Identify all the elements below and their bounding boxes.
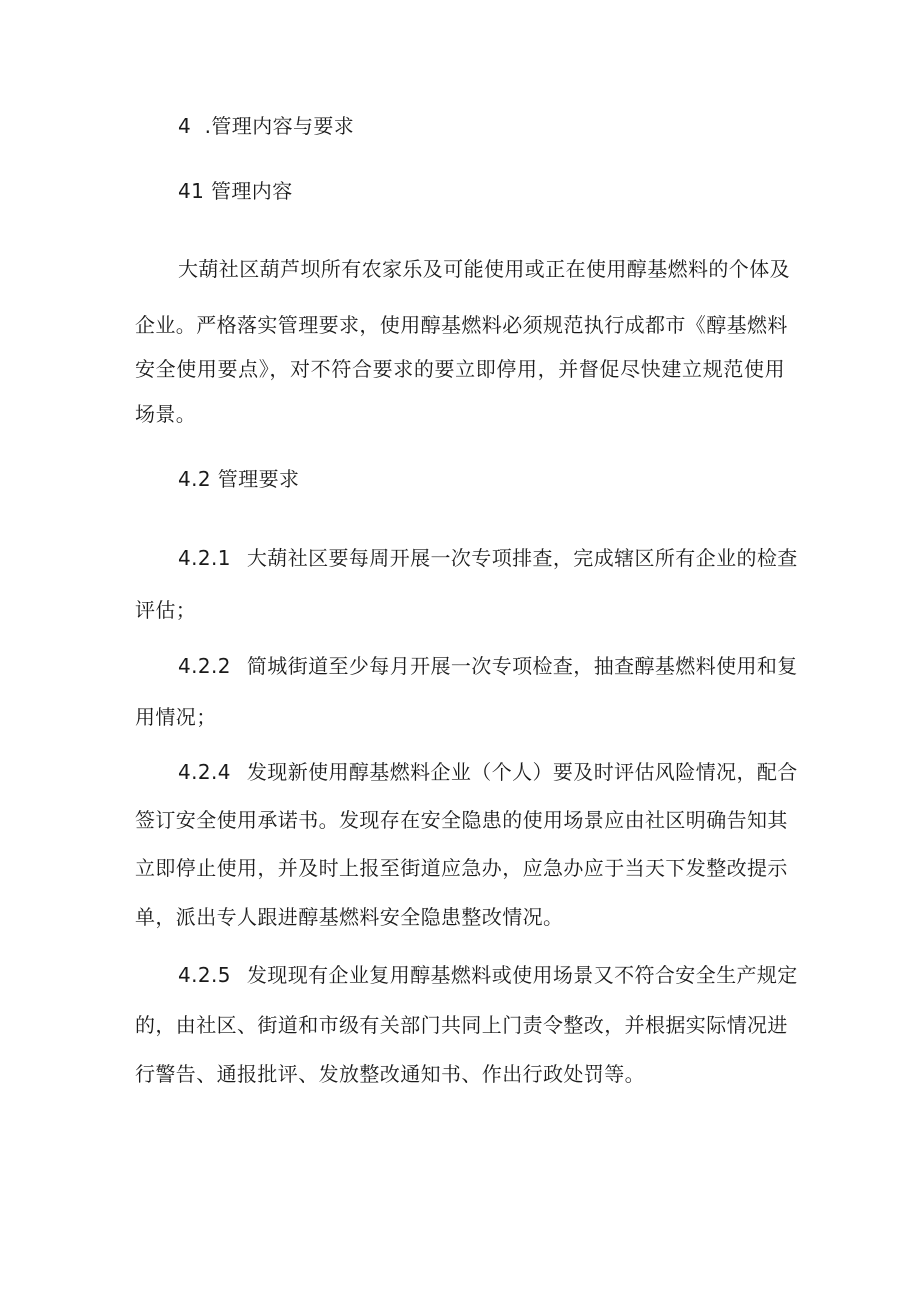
item-422-first-line <box>178 654 798 678</box>
item-424-text: 发现新使用醇基燃料企业（个人）要及时评估风险情况，配合 <box>246 760 798 784</box>
item-424-line: 立即停止使用，并及时上报至街道应急办，应急办应于当天下发整改提示 <box>135 856 788 880</box>
item-424-first-line <box>178 760 798 784</box>
item-424-number: 4.2.4 <box>178 760 231 784</box>
item-421-first-line <box>178 546 798 570</box>
section-41-paragraph-line: 企业。严格落实管理要求，使用醇基燃料必须规范执行成都市《醇基燃料 <box>135 313 788 337</box>
item-424-line: 单，派出专人跟进醇基燃料安全隐患整改情况。 <box>135 905 564 929</box>
item-425-number: 4.2.5 <box>178 963 231 987</box>
section-41-paragraph-line: 场景。 <box>135 402 197 426</box>
item-425-first-line <box>178 963 798 987</box>
section-41-paragraph-line: 安全使用要点》，对不符合要求的要立即停用，并督促尽快建立规范使用 <box>135 357 785 381</box>
item-422-number: 4.2.2 <box>178 654 231 678</box>
section-41-title: 41 管理内容 <box>178 179 293 203</box>
item-421-line: 评估； <box>135 598 197 622</box>
item-424-line: 签订安全使用承诺书。发现存在安全隐患的使用场景应由社区明确告知其 <box>135 808 788 832</box>
item-425-text: 发现现有企业复用醇基燃料或使用场景又不符合安全生产规定 <box>246 963 798 987</box>
section-4-title: 4 .管理内容与要求 <box>178 114 355 138</box>
section-42-title: 4.2 管理要求 <box>178 467 300 491</box>
item-425-line: 的，由社区、街道和市级有关部门共同上门责令整改，并根据实际情况进 <box>135 1013 788 1037</box>
item-421-text: 大葫社区要每周开展一次专项排查，完成辖区所有企业的检查 <box>246 546 798 570</box>
item-421-number: 4.2.1 <box>178 546 231 570</box>
item-425-line: 行警告、通报批评、发放整改通知书、作出行政处罚等。 <box>135 1062 645 1086</box>
section-41-paragraph-line: 大葫社区葫芦坝所有农家乐及可能使用或正在使用醇基燃料的个体及 <box>178 257 790 281</box>
item-422-line: 用情况； <box>135 705 217 729</box>
item-422-text: 简城街道至少每月开展一次专项检查，抽查醇基燃料使用和复 <box>246 654 798 678</box>
